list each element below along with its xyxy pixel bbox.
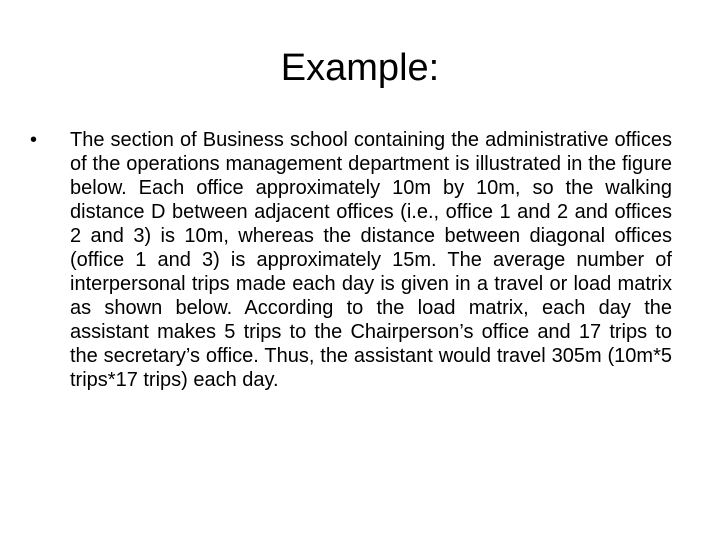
bullet-item	[30, 128, 672, 392]
bullet-text: The section of Business school containing the administrative offices of the operations management department is illustrated in the figure below. Each office approximately 10m by 10m, so the walking distance D between adjacent offices (i.e., office 1 and 2 and offices 2 and 3) is 10m, whereas the distance between diagonal offices (office 1 and 3) is approximately 15m. The average number of interpersonal trips made each day is given in a travel or load matrix as shown below. According to the load matrix, each day the assistant makes 5 trips to the Chairperson’s office and 17 trips to the secretary’s office. Thus, the assistant would travel 305m (10m*5 trips*17 trips) each day.	[70, 129, 672, 391]
slide-title: Example:	[280, 47, 440, 89]
bullet-dot-icon: •	[30, 129, 38, 151]
